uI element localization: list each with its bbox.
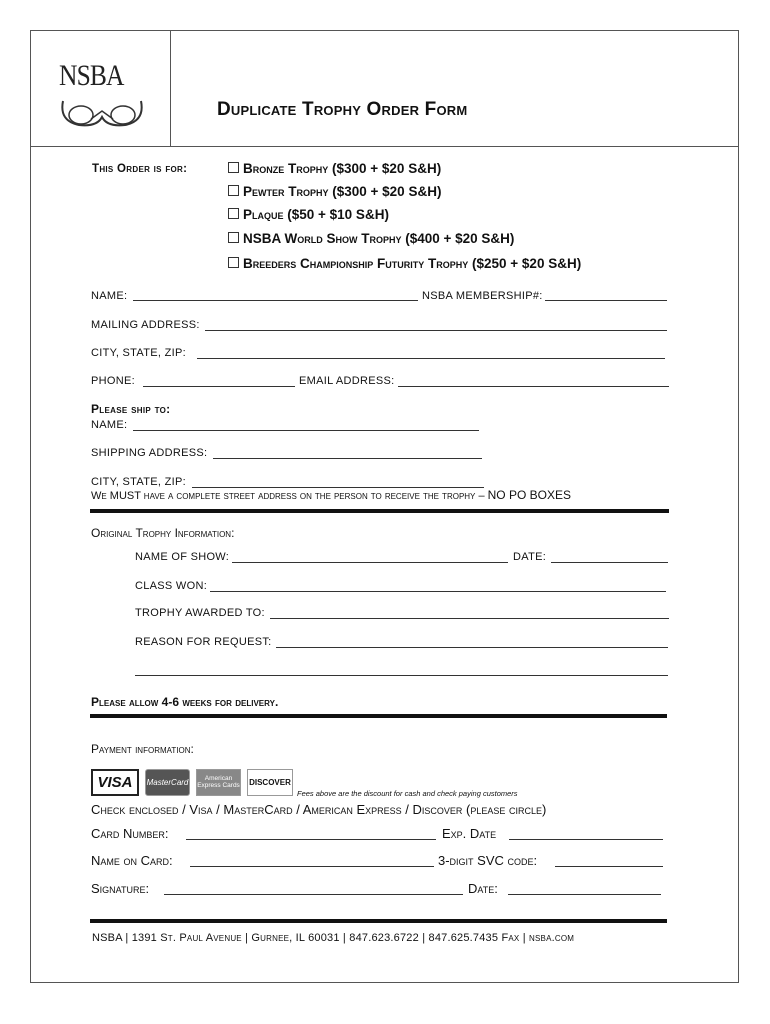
email-field[interactable]	[398, 386, 669, 387]
phone-label: PHONE:	[91, 375, 135, 387]
order-label: This Order is for:	[92, 163, 188, 175]
sig-date-field[interactable]	[508, 894, 661, 895]
payment-heading: Payment information:	[91, 742, 194, 756]
option-world-show[interactable]: NSBA World Show Trophy ($400 + $20 S&H)	[228, 231, 514, 246]
awarded-label: TROPHY AWARDED TO:	[135, 607, 265, 619]
membership-label: NSBA MEMBERSHIP#:	[422, 290, 543, 302]
class-label: CLASS WON:	[135, 580, 208, 592]
fees-note: Fees above are the discount for cash and check paying customers	[297, 789, 518, 798]
amex-card-icon: American Express Cards	[196, 769, 241, 796]
show-date-field[interactable]	[551, 562, 668, 563]
divider	[90, 714, 667, 718]
phone-field[interactable]	[143, 386, 295, 387]
name-label: NAME:	[91, 290, 128, 302]
name-field[interactable]	[133, 300, 418, 301]
nsba-logo-text: NSBA	[59, 59, 124, 92]
visa-card-icon: VISA	[91, 769, 139, 796]
city-field[interactable]	[197, 358, 665, 359]
po-box-notice: We MUST have a complete street address on the person to receive the trophy – NO PO BOXES	[91, 488, 571, 502]
name-on-card-field[interactable]	[190, 866, 434, 867]
ship-city-label: CITY, STATE, ZIP:	[91, 476, 186, 488]
option-bronze[interactable]: Bronze Trophy ($300 + $20 S&H)	[228, 161, 441, 176]
divider	[90, 509, 669, 513]
svc-field[interactable]	[555, 866, 663, 867]
ship-name-field[interactable]	[133, 430, 479, 431]
sig-date-label: Date:	[468, 881, 498, 896]
show-date-label: DATE:	[513, 551, 547, 563]
mastercard-card-icon: MasterCard	[145, 769, 190, 796]
ship-name-label: NAME:	[91, 419, 128, 431]
name-on-card-label: Name on Card:	[91, 853, 173, 868]
ship-heading: Please ship to:	[91, 402, 171, 416]
signature-label: Signature:	[91, 881, 150, 896]
email-label: EMAIL ADDRESS:	[299, 375, 395, 387]
show-label: NAME OF SHOW:	[135, 551, 230, 563]
membership-field[interactable]	[545, 300, 667, 301]
ship-address-label: SHIPPING ADDRESS:	[91, 447, 208, 459]
checkbox[interactable]	[228, 162, 239, 173]
svc-label: 3-digit SVC code:	[438, 853, 538, 868]
original-heading: Original Trophy Information:	[91, 526, 235, 540]
logo-cell	[31, 31, 171, 146]
payment-methods: Check enclosed / Visa / MasterCard / American Express / Discover (please circle)	[91, 802, 547, 817]
awarded-field[interactable]	[270, 618, 669, 619]
city-label: CITY, STATE, ZIP:	[91, 347, 186, 359]
card-number-field[interactable]	[186, 839, 436, 840]
reason-label: REASON FOR REQUEST:	[135, 636, 272, 648]
exp-field[interactable]	[509, 839, 663, 840]
option-pewter[interactable]: Pewter Trophy ($300 + $20 S&H)	[228, 184, 441, 199]
class-field[interactable]	[210, 591, 666, 592]
mailing-label: MAILING ADDRESS:	[91, 319, 200, 331]
checkbox[interactable]	[228, 208, 239, 219]
delivery-note: Please allow 4-6 weeks for delivery.	[91, 695, 279, 709]
divider	[90, 919, 667, 923]
form-header	[31, 31, 738, 147]
card-number-label: Card Number:	[91, 826, 169, 841]
discover-card-icon: DISCOVER	[247, 769, 293, 796]
checkbox[interactable]	[228, 185, 239, 196]
reason-field-line-2[interactable]	[135, 675, 668, 676]
page-title: Duplicate Trophy Order Form	[217, 99, 468, 120]
mailing-field[interactable]	[205, 330, 667, 331]
horseshoe-logo-icon	[57, 91, 147, 137]
checkbox[interactable]	[228, 257, 239, 268]
exp-label: Exp. Date	[442, 826, 497, 841]
signature-field[interactable]	[164, 894, 463, 895]
reason-field[interactable]	[276, 647, 668, 648]
footer: NSBA | 1391 St. Paul Avenue | Gurnee, IL 60031 | 847.623.6722 | 847.625.7435 Fax | nsba.com	[92, 932, 575, 944]
option-futurity[interactable]: Breeders Championship Futurity Trophy ($250 + $20 S&H)	[228, 256, 581, 271]
ship-address-field[interactable]	[213, 458, 482, 459]
option-plaque[interactable]: Plaque ($50 + $10 S&H)	[228, 207, 389, 222]
checkbox[interactable]	[228, 232, 239, 243]
show-field[interactable]	[232, 562, 508, 563]
